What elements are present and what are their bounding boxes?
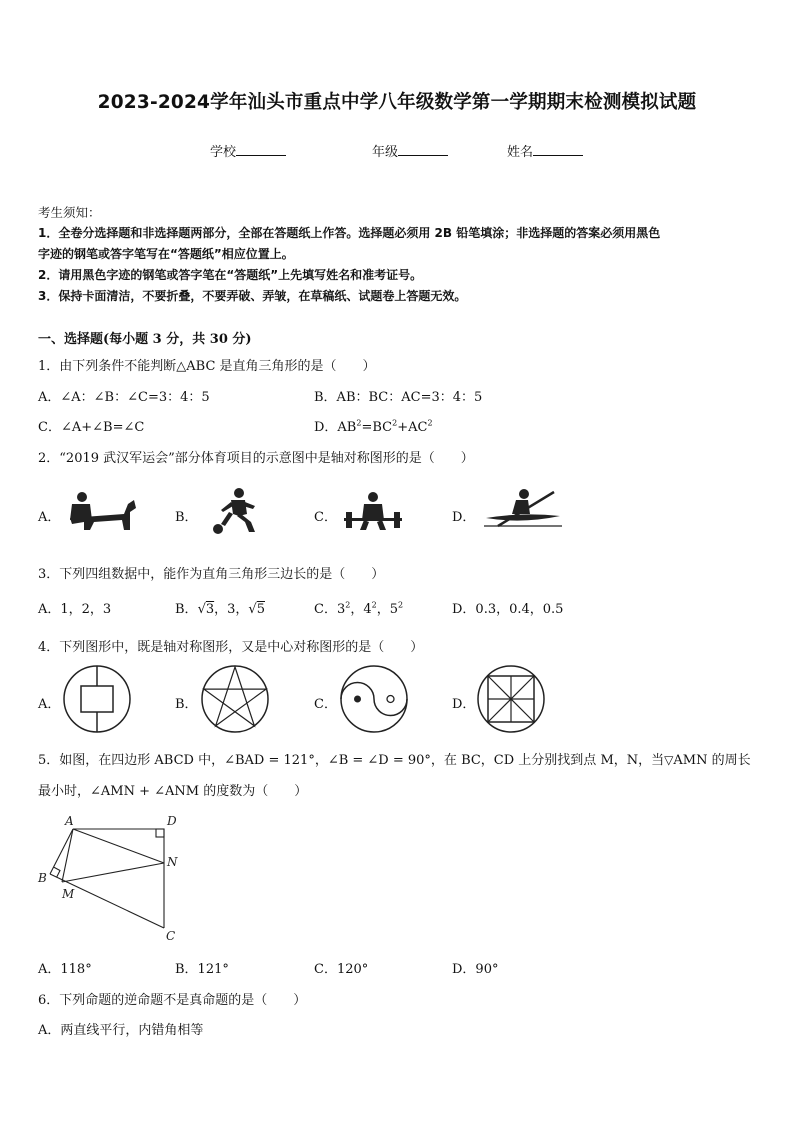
- equestrian-icon: [64, 490, 138, 534]
- football-icon: [203, 486, 263, 536]
- q3-b-radicand2: 5: [256, 602, 265, 617]
- q3-stem: 3．下列四组数据中，能作为直角三角形三边长的是（ ）: [38, 567, 385, 582]
- notice-line-1b: 字迹的钢笔或答字笔写在“答题纸”相应位置上。: [38, 247, 294, 261]
- q1-stem: 1．由下列条件不能判断△ABC 是直角三角形的是（ ）: [38, 359, 376, 374]
- q4-option-b[interactable]: B．: [175, 697, 198, 712]
- yin-yang-icon: [339, 664, 409, 734]
- point-label-c: C: [166, 929, 176, 943]
- q5-stem-line1: [38, 749, 751, 768]
- q2-option-b[interactable]: B．: [175, 510, 198, 525]
- q3-c-sq1: 2: [345, 600, 351, 610]
- quadrilateral-abcd-diagram: [34, 810, 184, 945]
- q3-b-prefix: B．: [175, 602, 198, 617]
- q2-option-a[interactable]: A．: [38, 510, 61, 525]
- q3-c-part3: ，5: [376, 602, 398, 617]
- q3-option-b[interactable]: [175, 598, 265, 617]
- school-blank[interactable]: [236, 143, 286, 156]
- q1-option-a[interactable]: A．∠A：∠B：∠C=3：4：5: [38, 390, 210, 405]
- q3-b-sqrt1: √3: [197, 602, 215, 617]
- grade-field[interactable]: [372, 141, 448, 160]
- q3-option-d[interactable]: D．0.3，0.4，0.5: [452, 602, 564, 617]
- q1-option-d[interactable]: [314, 416, 433, 435]
- point-label-n: N: [167, 855, 178, 869]
- q4-option-d[interactable]: D．: [452, 697, 476, 712]
- q3-option-a[interactable]: A．1，2，3: [38, 602, 112, 617]
- q2-option-d[interactable]: D．: [452, 510, 476, 525]
- q1-option-b[interactable]: B．AB：BC：AC=3：4：5: [314, 390, 483, 405]
- q3-option-c[interactable]: [314, 598, 403, 617]
- q3-b-sqrt2: √5: [248, 602, 265, 617]
- notice-line-3: 3．保持卡面清洁，不要折叠，不要弄破、弄皱，在草稿纸、试题卷上答题无效。: [38, 289, 467, 303]
- section-heading: 一、选择题(每小题 3 分，共 30 分): [38, 332, 252, 347]
- school-label: 学校: [210, 145, 237, 160]
- notice-heading: 考生须知：: [38, 205, 101, 220]
- name-label: 姓名: [507, 145, 534, 160]
- q4-stem: 4．下列图形中，既是轴对称图形，又是中心对称图形的是（ ）: [38, 640, 424, 655]
- q5-option-d[interactable]: D．90°: [452, 962, 499, 977]
- point-label-m: M: [62, 887, 75, 901]
- q2-stem: 2．“2019 武汉军运会”部分体育项目的示意图中是轴对称图形的是（ ）: [38, 451, 474, 466]
- q1-d-part3: +AC: [397, 420, 428, 435]
- notice-line-2: 2．请用黑色字迹的钢笔或答字笔在“答题纸”上先填写姓名和准考证号。: [38, 268, 423, 282]
- q6-option-a[interactable]: A．两直线平行，内错角相等: [38, 1023, 204, 1038]
- q1-d-sq1: 2: [356, 418, 362, 428]
- weightlifting-icon: [342, 490, 404, 534]
- q1-d-part1: D．AB: [314, 420, 357, 435]
- q5-stem-part1: 5．如图，在四边形 ABCD 中，∠BAD = 121°，∠B = ∠D = 90°，在 BC，CD 上分别找到点 M，N，当: [38, 753, 665, 768]
- q6-stem: 6．下列命题的逆命题不是真命题的是（ ）: [38, 993, 307, 1008]
- grade-blank[interactable]: [398, 143, 448, 156]
- school-field[interactable]: [210, 141, 286, 160]
- point-label-d: D: [167, 814, 177, 828]
- q3-b-mid: ，3，: [214, 602, 249, 617]
- q5-stem-line2: 最小时，∠AMN + ∠ANM 的度数为（ ）: [38, 784, 308, 799]
- q1-option-c[interactable]: C．∠A+∠B=∠C: [38, 420, 145, 435]
- q4-option-c[interactable]: C．: [314, 697, 337, 712]
- pinwheel-square-icon: [476, 664, 546, 734]
- q5-option-b[interactable]: B．121°: [175, 962, 229, 977]
- q5-triangle-symbol: ▽: [664, 753, 674, 767]
- page-title: 2023-2024学年汕头市重点中学八年级数学第一学期期末检测模拟试题: [97, 92, 697, 113]
- point-label-b: B: [38, 871, 47, 885]
- q3-c-sq2: 2: [371, 600, 377, 610]
- q5-option-a[interactable]: A．118°: [38, 962, 92, 977]
- q1-d-part2: =BC: [361, 420, 393, 435]
- kayak-icon: [482, 486, 564, 530]
- q1-d-sq3: 2: [427, 418, 433, 428]
- name-field[interactable]: [507, 141, 583, 160]
- q3-c-part1: C．3: [314, 602, 346, 617]
- q1-d-sq2: 2: [392, 418, 398, 428]
- grade-label: 年级: [372, 145, 399, 160]
- q5-stem-part2: AMN 的周长: [673, 753, 751, 768]
- q3-b-radicand1: 3: [205, 602, 215, 617]
- q3-c-sq3: 2: [397, 600, 404, 610]
- name-blank[interactable]: [533, 143, 583, 156]
- notice-line-1a: 1．全卷分选择题和非选择题两部分，全部在答题纸上作答。选择题必须用 2B 铅笔填涂；非选择题的答案必须用黑色: [38, 226, 661, 240]
- pentagram-circle-icon: [200, 664, 270, 734]
- q2-option-c[interactable]: C．: [314, 510, 337, 525]
- point-label-a: A: [65, 814, 74, 828]
- q3-c-part2: ，4: [350, 602, 372, 617]
- q4-option-a[interactable]: A．: [38, 697, 61, 712]
- circle-rectangle-icon: [62, 664, 132, 734]
- q5-option-c[interactable]: C．120°: [314, 962, 369, 977]
